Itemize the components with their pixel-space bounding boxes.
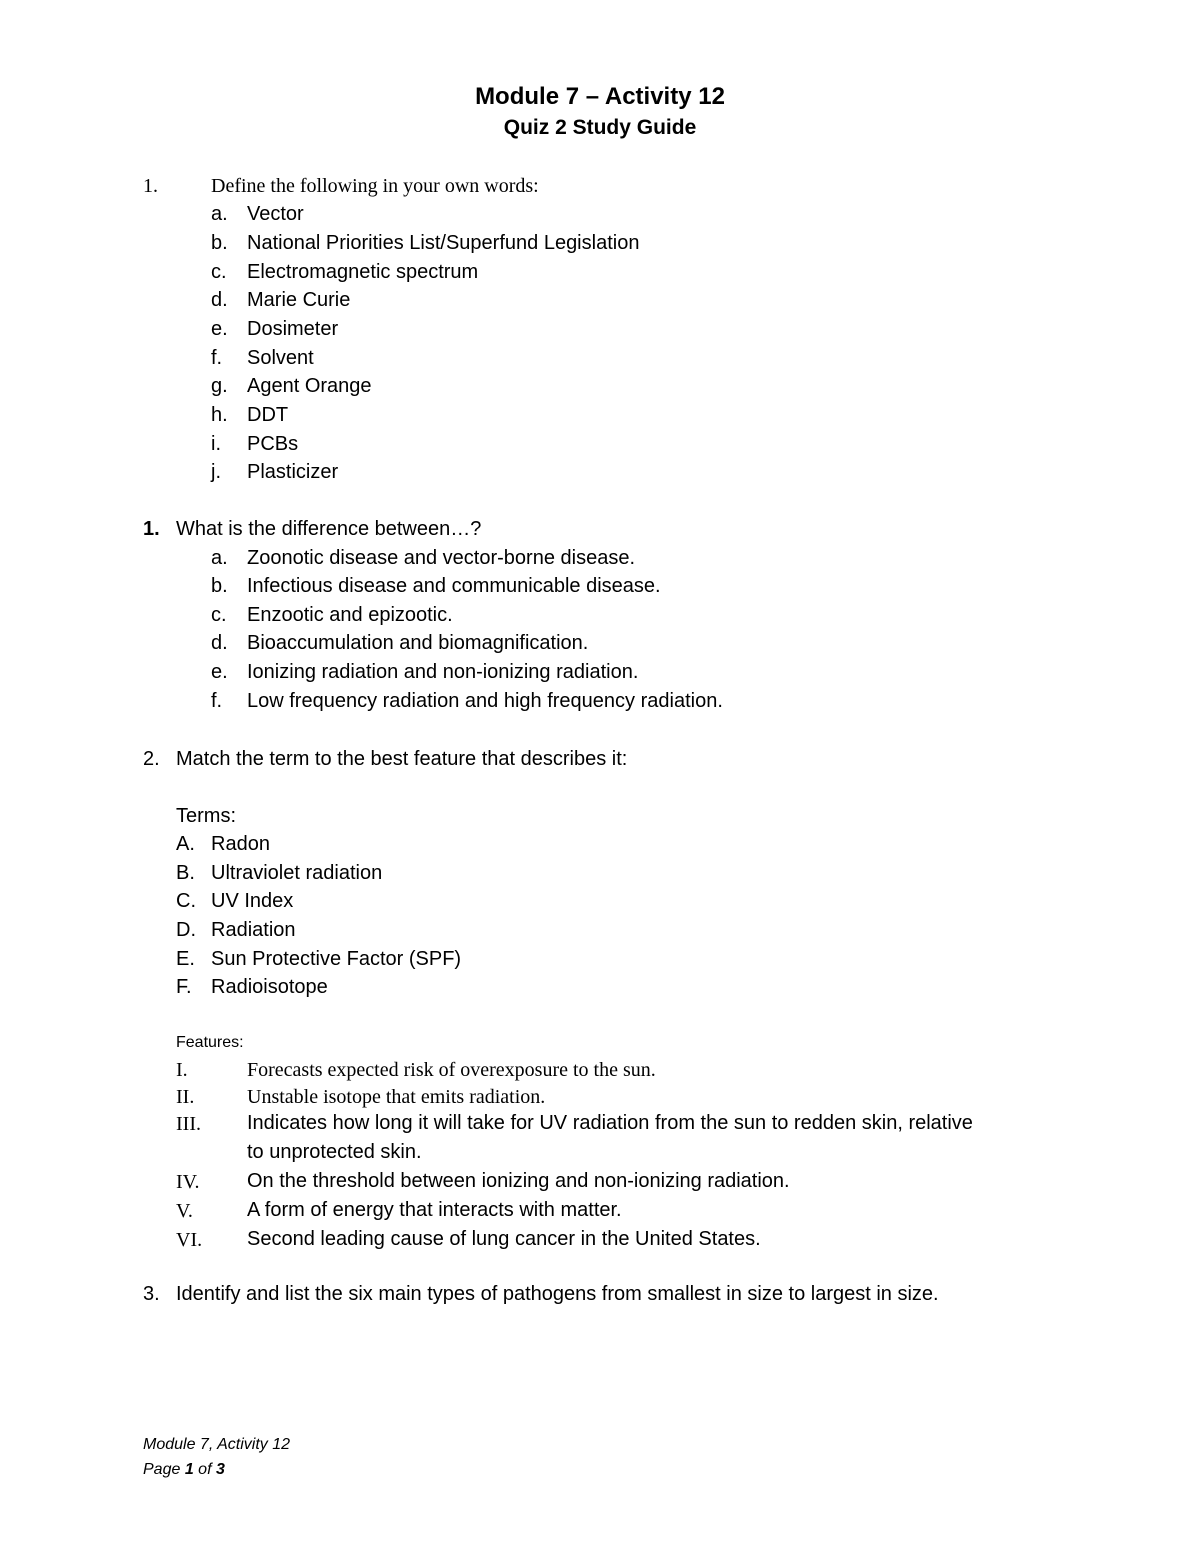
list-item-letter: e. (211, 661, 228, 683)
list-item-text: Vector (247, 203, 304, 225)
list-item-letter: g. (211, 375, 228, 397)
term-text: UV Index (211, 890, 294, 912)
list-item-text: Solvent (247, 347, 314, 369)
list-item-letter: a. (211, 203, 228, 225)
term-text: Radon (211, 833, 270, 855)
list-item-letter: a. (211, 547, 228, 569)
list-item-text: Infectious disease and communicable disease. (247, 575, 661, 597)
features-label: Features: (176, 1034, 244, 1051)
page-total: 3 (215, 1461, 225, 1478)
list-item-letter: d. (211, 632, 228, 654)
term-letter: C. (176, 890, 196, 912)
feature-text: Indicates how long it will take for UV radiation from the sun to redden skin, relative (247, 1112, 973, 1134)
list-item-text: Zoonotic disease and vector-borne disease. (247, 547, 636, 569)
page-title: Module 7 – Activity 12 (475, 83, 725, 110)
question-number: 2. (143, 748, 160, 770)
page-subtitle: Quiz 2 Study Guide (503, 116, 697, 139)
feature-text: A form of energy that interacts with matter. (247, 1199, 622, 1221)
list-item-letter: f. (211, 347, 223, 369)
term-letter: E. (176, 948, 195, 970)
list-item-text: PCBs (247, 433, 299, 455)
list-item-letter: i. (211, 433, 221, 455)
list-item-letter: c. (211, 261, 227, 283)
question-number: 1. (143, 518, 160, 540)
term-text: Radioisotope (211, 976, 328, 998)
list-item-letter: d. (211, 289, 228, 311)
question-prompt: What is the difference between…? (176, 518, 482, 540)
page-current: 1 (184, 1461, 194, 1478)
term-text: Radiation (211, 919, 296, 941)
term-letter: B. (176, 862, 195, 884)
feature-text-continued: to unprotected skin. (247, 1141, 422, 1163)
footer-page-number (143, 1457, 225, 1483)
page-of: of (193, 1461, 216, 1478)
list-item-letter: b. (211, 232, 228, 254)
list-item-letter: j. (211, 461, 221, 483)
term-letter: F. (176, 976, 192, 998)
feature-numeral: II. (176, 1086, 195, 1108)
feature-text: Forecasts expected risk of overexposure to the sun. (247, 1059, 656, 1081)
term-text: Ultraviolet radiation (211, 862, 383, 884)
list-item-letter: e. (211, 318, 228, 340)
list-item-letter: b. (211, 575, 228, 597)
question-prompt: Identify and list the six main types of pathogens from smallest in size to largest in size. (176, 1283, 939, 1305)
question-number: 1. (143, 175, 158, 197)
terms-label: Terms: (176, 805, 236, 827)
term-letter: A. (176, 833, 195, 855)
list-item-text: Enzootic and epizootic. (247, 604, 453, 626)
feature-numeral: I. (176, 1059, 188, 1081)
list-item-text: National Priorities List/Superfund Legislation (247, 232, 640, 254)
list-item-text: Electromagnetic spectrum (247, 261, 479, 283)
list-item-letter: c. (211, 604, 227, 626)
page-prefix: Page (143, 1461, 185, 1478)
list-item-letter: f. (211, 690, 223, 712)
feature-text: Unstable isotope that emits radiation. (247, 1086, 546, 1108)
question-prompt: Match the term to the best feature that describes it: (176, 748, 628, 770)
term-text: Sun Protective Factor (SPF) (211, 948, 462, 970)
list-item-text: Agent Orange (247, 375, 372, 397)
list-item-text: Low frequency radiation and high frequency radiation. (247, 690, 723, 712)
list-item-text: Dosimeter (247, 318, 339, 340)
list-item-text: Ionizing radiation and non-ionizing radiation. (247, 661, 639, 683)
feature-numeral: IV. (176, 1171, 200, 1193)
term-letter: D. (176, 919, 196, 941)
list-item-text: Plasticizer (247, 461, 339, 483)
list-item-text: Bioaccumulation and biomagnification. (247, 632, 589, 654)
feature-text: Second leading cause of lung cancer in the United States. (247, 1228, 761, 1250)
list-item-text: DDT (247, 404, 289, 426)
feature-text: On the threshold between ionizing and non-ionizing radiation. (247, 1170, 790, 1192)
list-item-letter: h. (211, 404, 228, 426)
feature-numeral: VI. (176, 1229, 203, 1251)
feature-numeral: III. (176, 1113, 201, 1135)
question-prompt: Define the following in your own words: (211, 175, 539, 197)
list-item-text: Marie Curie (247, 289, 351, 311)
footer-module-label: Module 7, Activity 12 (143, 1436, 291, 1453)
question-number: 3. (143, 1283, 160, 1305)
feature-numeral: V. (176, 1200, 193, 1222)
